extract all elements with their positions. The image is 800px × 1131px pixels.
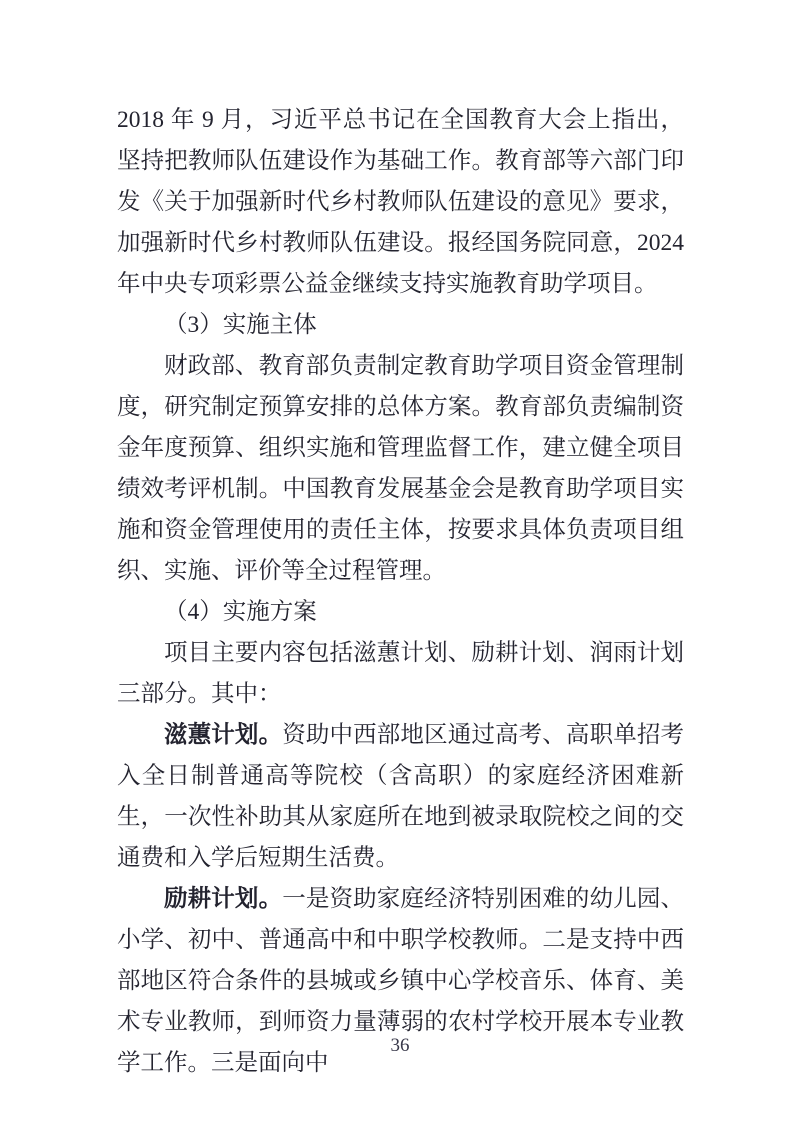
paragraph-lead-bold: 滋蕙计划。 bbox=[164, 722, 283, 748]
paragraph-continuation bbox=[117, 100, 684, 305]
paragraph-zihui-plan bbox=[117, 715, 684, 879]
page-number: 36 bbox=[390, 1035, 410, 1056]
paragraph bbox=[117, 633, 684, 715]
subsection-heading-4 bbox=[117, 592, 684, 633]
paragraph-text: 2018 年 9 月，习近平总书记在全国教育大会上指出，坚持把教师队伍建设作为基础工作。教育部等六部门印发《关于加强新时代乡村教师队伍建设的意见》要求，加强新时代乡村教师队伍建设。报经国务院同意，2024 年中央专项彩票公益金继续支持实施教育助学项目。 bbox=[117, 107, 684, 297]
page-footer bbox=[0, 1033, 800, 1059]
document-body bbox=[117, 100, 684, 1084]
paragraph-text: 项目主要内容包括滋蕙计划、励耕计划、润雨计划三部分。其中： bbox=[117, 640, 684, 707]
paragraph bbox=[117, 346, 684, 592]
heading-text: （4）实施方案 bbox=[164, 599, 317, 625]
subsection-heading-3 bbox=[117, 305, 684, 346]
paragraph-text: 一是资助家庭经济特别困难的幼儿园、小学、初中、普通高中和中职学校教师。二是支持中西部地区符合条件的县城或乡镇中心学校音乐、体育、美术专业教师，到师资力量薄弱的农村学校开展本专业教学工作。三是面向中 bbox=[117, 886, 685, 1076]
paragraph-text: 资助中西部地区通过高考、高职单招考入全日制普通高等院校（含高职）的家庭经济困难新生，一次性补助其从家庭所在地到被录取院校之间的交通费和入学后短期生活费。 bbox=[117, 722, 685, 871]
paragraph-lead-bold: 励耕计划。 bbox=[164, 886, 283, 912]
heading-text: （3）实施主体 bbox=[164, 312, 317, 338]
paragraph-text: 财政部、教育部负责制定教育助学项目资金管理制度，研究制定预算安排的总体方案。教育部负责编制资金年度预算、组织实施和管理监督工作，建立健全项目绩效考评机制。中国教育发展基金会是教育助学项目实施和资金管理使用的责任主体，按要求具体负责项目组织、实施、评价等全过程管理。 bbox=[117, 353, 684, 584]
